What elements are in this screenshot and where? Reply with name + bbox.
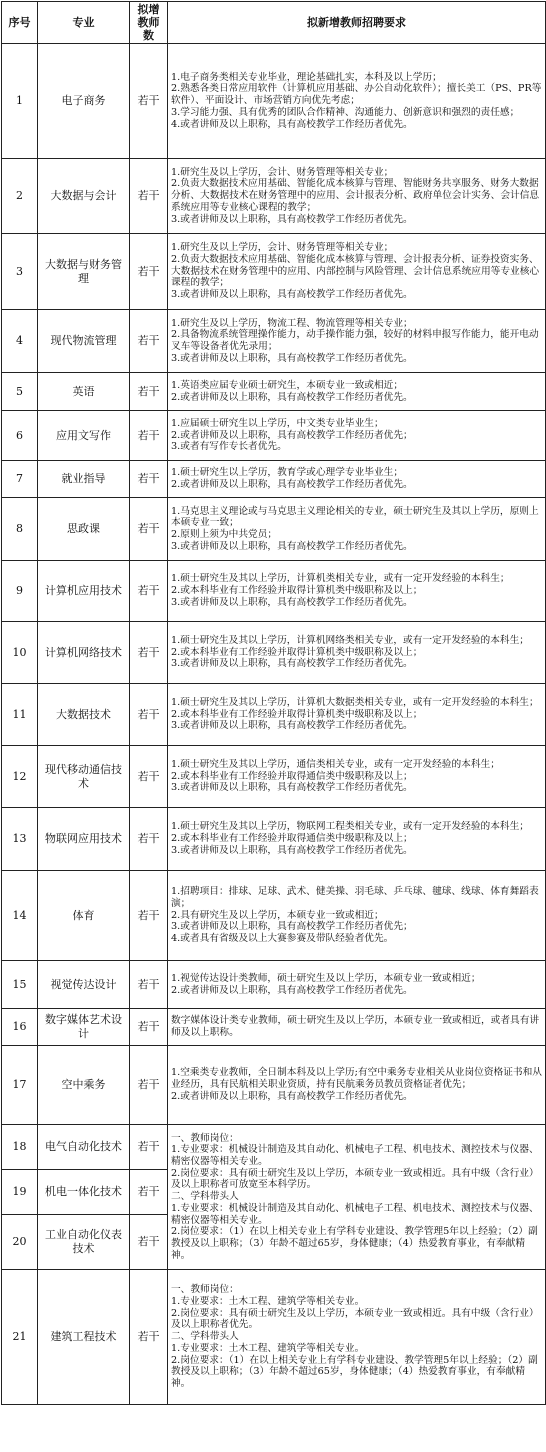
requirement-line: 1.硕士研究生及其以上学历，物联网工程类相关专业，或有一定开发经验的本科生； [171,821,529,833]
requirement-line: 2.或本科毕业有工作经验并取得计算机类中级职称及以上； [171,708,423,720]
table-row [2,961,546,1009]
row-number: 10 [2,622,38,684]
table-row [2,461,546,498]
requirement-line: 1.研究生及以上学历，会计、财务管理等相关专业； [171,166,394,178]
row-major: 大数据与会计 [38,159,130,234]
requirement-line: 3.或者讲师及以上职称，具有高校教学工作经历者优先。 [171,289,413,301]
table-row [2,871,546,961]
requirement-line: 1.硕士研究生及其以上学历，计算机类相关专业，或有一定开发经验的本科生； [171,573,510,585]
requirement-line: 2.或本科毕业有工作经验并取得计算机类中级职称及以上； [171,585,423,597]
requirement-line: 3.或者讲师及以上职称，具有高校教学工作经历者优先。 [171,720,413,732]
row-requirements [168,411,546,461]
requirement-line: 3.或者讲师及以上职称，具有高校教学工作经历者优先。 [171,213,413,225]
row-number: 20 [2,1215,38,1270]
row-major: 大数据技术 [38,684,130,746]
row-number: 5 [2,373,38,411]
row-count: 若干 [130,159,168,234]
requirement-line: 2.或者讲师及以上职称，具有高校教学工作经历者优先。 [171,1090,413,1102]
row-requirements [168,808,546,871]
row-number: 18 [2,1125,38,1170]
requirement-line: 2.岗位要求：具有硕士研究生及以上学历，本硕专业一致或相近。具有中级（含行业）及以上职称者可放宽至本科学历。 [171,1167,539,1191]
requirement-line: 1.视觉传达设计类教师，硕士研究生及以上学历，本硕专业一致或相近； [171,972,481,984]
row-major: 体育 [38,871,130,961]
row-count: 若干 [130,1046,168,1125]
row-requirements [168,684,546,746]
row-count: 若干 [130,498,168,561]
requirement-line: 1.专业要求：机械设计制造及其自动化、机械电子工程、机电技术、测控技术与仪器、精密仪器等相关专业。 [171,1144,539,1168]
requirement-line: 2.或本科毕业有工作经验并取得通信类中级职称及以上； [171,833,413,845]
header-major: 专业 [38,2,130,44]
requirement-line: 1.电子商务类相关专业毕业，理论基础扎实，本科及以上学历； [171,71,442,83]
table-row [2,234,546,310]
row-requirements [168,234,546,310]
row-count: 若干 [130,234,168,310]
table-row [2,373,546,411]
requirement-line: 3.或者讲师及以上职称，具有高校教学工作经历者优先。 [171,844,413,856]
row-number: 8 [2,498,38,561]
row-number: 16 [2,1009,38,1046]
requirement-line: 2.或者讲师及以上职称，具有高校教学工作经历者优先。 [171,984,413,996]
row-requirements [168,746,546,808]
header-count-line1: 拟增 [137,3,160,16]
row-major: 就业指导 [38,461,130,498]
row-major: 英语 [38,373,130,411]
row-number: 19 [2,1170,38,1215]
requirement-line: 2.岗位要求：（1）在以上相关专业上有学科专业建设、教学管理5年以上经验；（2）副教授及以上职称；（3）年龄不超过65岁，身体健康；（4）热爱教育事业，有奉献精神。 [171,1226,538,1261]
row-major: 数字媒体艺术设计 [38,1009,130,1046]
row-major: 电气自动化技术 [38,1125,130,1170]
requirement-line: 2.或本科毕业有工作经验并取得通信类中级职称及以上； [171,770,413,782]
table-row [2,44,546,159]
row-number: 21 [2,1270,38,1405]
requirement-line: 2.具有研究生及以上学历，本硕专业一致或相近； [171,909,384,921]
requirement-line: 2.具备物流系统管理操作能力，动手操作能力强，较好的材料申报写作能力，能开电动叉车等设备者优先录用； [171,329,539,352]
row-number: 3 [2,234,38,310]
row-major: 机电一体化技术 [38,1170,130,1215]
row-requirements [168,871,546,961]
row-count: 若干 [130,684,168,746]
row-requirements [168,461,546,498]
requirement-line: 2.岗位要求：（1）在以上相关专业上有学科专业建设、教学管理5年以上经验；（2）副教授及以上职称；（3）年龄不超过65岁，身体健康；（4）热爱教育事业，有奉献精神。 [171,1354,538,1389]
header-requirements: 拟新增教师招聘要求 [168,2,546,44]
row-major: 电子商务 [38,44,130,159]
table-row [2,1125,546,1170]
requirement-line: 1.硕士研究生及其以上学历，计算机网络类相关专业，或有一定开发经验的本科生； [171,634,529,646]
requirement-line: 1.研究生及以上学历，会计、财务管理等相关专业； [171,242,394,254]
requirement-line: 1.硕士研究生及其以上学历，计算机大数据类相关专业，或有一定开发经验的本科生； [171,696,539,708]
table-row [2,310,546,373]
requirement-line: 4.或者讲师及以上职称，具有高校教学工作经历者优先。 [171,118,413,130]
row-count: 若干 [130,1215,168,1270]
row-number: 14 [2,871,38,961]
requirement-line: 3.或者讲师及以上职称，具有高校教学工作经历者优先； [171,921,413,933]
requirement-line: 2.熟悉各类日常应用软件（计算机应用基础、办公自动化软件）；擅长美工（PS、PR等软件）、平面设计、市场营销方向优先考虑； [171,83,542,107]
table-row [2,622,546,684]
table-row [2,1009,546,1046]
row-number: 9 [2,561,38,622]
row-count: 若干 [130,411,168,461]
table-row [2,1270,546,1405]
header-count-line2: 教师数 [137,16,160,42]
requirement-line: 4.或者具有省级及以上大赛参赛及带队经验者优先。 [171,933,394,945]
table-row [2,746,546,808]
row-requirements [168,1270,546,1405]
requirement-line: 3.或者讲师及以上职称，具有高校教学工作经历者优先。 [171,782,413,794]
requirement-line: 1.空乘类专业教师，全日制本科及以上学历;有空中乘务专业相关从业岗位资格证书和从业经历，具有民航相关职业资质，持有民航乘务员教员资格证者优先； [171,1067,542,1091]
row-number: 13 [2,808,38,871]
requirement-line: 3.或者讲师及以上职称，具有高校教学工作经历者优先。 [171,352,413,364]
row-number: 7 [2,461,38,498]
row-major: 工业自动化仪表技术 [38,1215,130,1270]
requirement-line: 3.或者讲师及以上职称，具有高校教学工作经历者优先。 [171,596,413,608]
row-major: 应用文写作 [38,411,130,461]
requirement-line: 1.专业要求：土木工程、建筑学等相关专业。 [171,1296,365,1308]
row-requirements [168,498,546,561]
row-count: 若干 [130,1125,168,1170]
row-count: 若干 [130,871,168,961]
row-count: 若干 [130,622,168,684]
row-count: 若干 [130,961,168,1009]
table-body [2,44,546,1405]
row-count: 若干 [130,561,168,622]
row-requirements [168,961,546,1009]
requirement-line: 1.研究生及以上学历，物流工程、物流管理等相关专业； [171,317,413,329]
requirement-line: 3.或者讲师及以上职称，具有高校教学工作经历者优先。 [171,658,413,670]
row-requirements [168,561,546,622]
header-no: 序号 [2,2,38,44]
row-count: 若干 [130,746,168,808]
row-major: 建筑工程技术 [38,1270,130,1405]
header-row [2,2,546,44]
row-number: 4 [2,310,38,373]
table-row [2,411,546,461]
row-requirements [168,1046,546,1125]
row-requirements [168,373,546,411]
requirement-line: 2.或者讲师及以上职称，具有高校教学工作经历者优先。 [171,479,413,490]
row-requirements [168,44,546,159]
row-count: 若干 [130,461,168,498]
row-major: 现代物流管理 [38,310,130,373]
requirement-line: 1.应届硕士研究生以上学历，中文类专业毕业生； [171,417,384,429]
row-count: 若干 [130,1270,168,1405]
requirement-line: 2.原则上须为中共党员； [171,529,278,540]
merged-requirements [168,1125,546,1270]
table-row [2,159,546,234]
row-requirements [168,1009,546,1046]
table-row [2,684,546,746]
row-major: 计算机应用技术 [38,561,130,622]
row-count: 若干 [130,373,168,411]
row-requirements [168,622,546,684]
requirement-line: 2.负责大数据技术应用基础、智能化成本核算与管理、智能财务共享服务、财务大数据分析、大数据技术在财务管理中的应用、会计报表分析、政府单位会计实务、会计信息系统应用等专业核心课程的教学； [171,178,540,213]
row-count: 若干 [130,44,168,159]
row-count: 若干 [130,1009,168,1046]
row-major: 计算机网络技术 [38,622,130,684]
row-requirements [168,159,546,234]
requirement-line: 1.专业要求：土木工程、建筑学等相关专业。 [171,1342,365,1354]
row-count: 若干 [130,310,168,373]
row-number: 11 [2,684,38,746]
requirement-line: 1.硕士研究生及其以上学历，通信类相关专业，或有一定开发经验的本科生； [171,758,500,770]
table-row [2,561,546,622]
row-number: 17 [2,1046,38,1125]
row-major: 思政课 [38,498,130,561]
row-number: 15 [2,961,38,1009]
requirement-line: 2.或者讲师及以上职称，具有高校教学工作经历者优先。 [171,391,413,403]
header-count [130,2,168,44]
requirement-line: 1.硕士研究生以上学历，教育学或心理学专业毕业生； [171,467,404,479]
requirement-line: 1.英语类应届专业硕士研究生，本硕专业一致或相近； [171,379,404,391]
row-requirements [168,310,546,373]
requirement-line: 一、教师岗位： [171,1132,239,1144]
requirement-line: 二、学科带头人 [171,1331,239,1343]
requirement-line: 3.或者讲师及以上职称，具有高校教学工作经历者优先。 [171,540,413,552]
row-major: 视觉传达设计 [38,961,130,1009]
requirement-line: 2.岗位要求：具有硕士研究生及以上学历，本硕专业一致或相近。具有中级（含行业）及以上职称者优先。 [171,1307,539,1331]
requirement-line: 二、学科带头人 [171,1191,239,1203]
table-row [2,498,546,561]
requirement-line: 2.或本科毕业有工作经验并取得计算机类中级职称及以上； [171,646,423,658]
requirement-line: 3.学习能力强、具有优秀的团队合作精神、沟通能力、创新意识和强烈的责任感； [171,106,520,118]
table-row [2,808,546,871]
row-major: 物联网应用技术 [38,808,130,871]
row-number: 2 [2,159,38,234]
requirement-line: 数字媒体设计类专业教师，硕士研究生及以上学历，本硕专业一致或相近，或者具有讲师及以上职称。 [171,1015,540,1038]
row-count: 若干 [130,1170,168,1215]
requirement-line: 3.或者有写作专长者优先。 [171,441,287,453]
requirement-line: 2.或者讲师及以上职称，具有高校教学工作经历者优先； [171,429,413,441]
requirement-line: 1.招聘项目：排球、足球、武术、健美操、羽毛球、乒乓球、毽球、线球、体育舞蹈表演； [171,886,539,909]
table-row [2,1046,546,1125]
requirement-line: 1.马克思主义理论或与马克思主义理论相关的专业，硕士研究生及其以上学历，原则上本硕专业一致； [171,505,539,529]
row-major: 大数据与财务管理 [38,234,130,310]
row-number: 1 [2,44,38,159]
row-major: 空中乘务 [38,1046,130,1125]
requirement-line: 1.专业要求：机械设计制造及其自动化、机械电子工程、机电技术、测控技术与仪器、精密仪器等相关专业。 [171,1202,539,1226]
row-count: 若干 [130,808,168,871]
row-number: 6 [2,411,38,461]
row-number: 12 [2,746,38,808]
row-major: 现代移动通信技术 [38,746,130,808]
recruitment-table [1,1,546,1405]
requirement-line: 一、教师岗位： [171,1284,239,1296]
requirement-line: 2.负责大数据技术应用基础、智能化成本核算与管理、会计报表分析、证券投资实务、大数据技术在财务管理中的应用、内部控制与风险管理、会计信息系统应用等专业核心课程的教学； [171,253,540,289]
